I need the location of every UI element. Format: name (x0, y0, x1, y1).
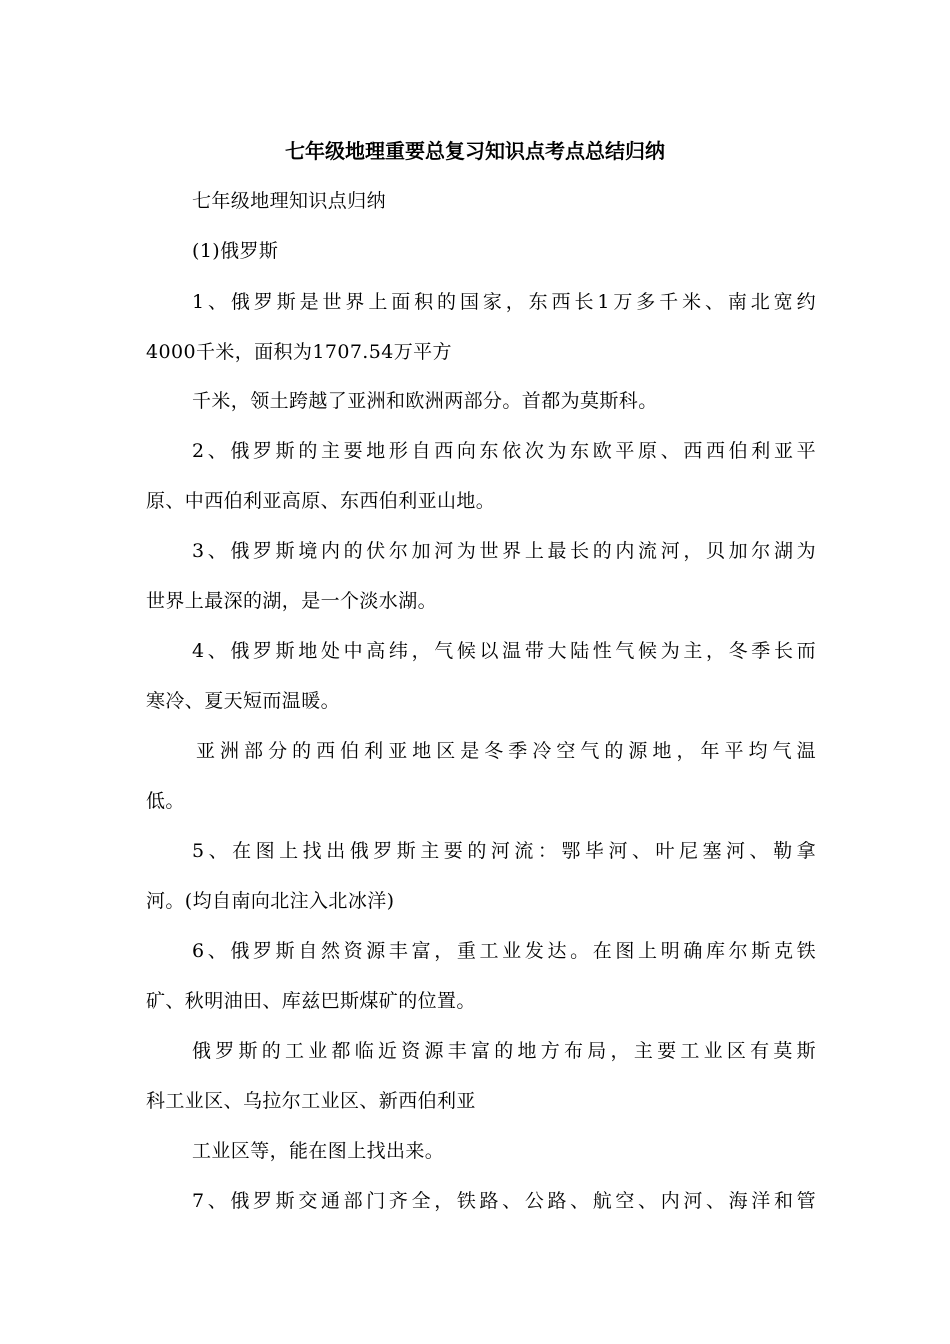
paragraph-line: 6、俄罗斯自然资源丰富，重工业发达。在图上明确库尔斯克铁 (192, 940, 816, 962)
paragraph-line: 1、俄罗斯是世界上面积的国家，东西长1万多千米、南北宽约 (192, 291, 816, 313)
paragraph-line: 寒冷、夏天短而温暖。 (146, 690, 341, 712)
paragraph-line: 7、俄罗斯交通部门齐全，铁路、公路、航空、内河、海洋和管 (192, 1190, 816, 1212)
paragraph-line: 世界上最深的湖，是一个淡水湖。 (146, 590, 438, 612)
subtitle-line: 七年级地理知识点归纳 (192, 190, 387, 212)
paragraph-line: 河。(均自南向北注入北冰洋) (146, 890, 395, 912)
paragraph-line: 2、俄罗斯的主要地形自西向东依次为东欧平原、西西伯利亚平 (192, 440, 816, 462)
paragraph-line: 4000千米，面积为1707.54万平方 (146, 341, 452, 363)
paragraph-line: 亚洲部分的西伯利亚地区是冬季冷空气的源地，年平均气温 (196, 740, 816, 762)
paragraph-line: 3、俄罗斯境内的伏尔加河为世界上最长的内流河，贝加尔湖为 (192, 540, 816, 562)
paragraph-line: 工业区等，能在图上找出来。 (192, 1140, 445, 1162)
paragraph-line: 5、在图上找出俄罗斯主要的河流：鄂毕河、叶尼塞河、勒拿 (192, 840, 816, 862)
paragraph-line: 千米，领土跨越了亚洲和欧洲两部分。首都为莫斯科。 (192, 390, 658, 412)
paragraph-line: 科工业区、乌拉尔工业区、新西伯利亚 (146, 1090, 476, 1112)
section-heading-russia: (1)俄罗斯 (192, 240, 279, 262)
paragraph-line: 低。 (146, 790, 185, 812)
paragraph-line: 矿、秋明油田、库兹巴斯煤矿的位置。 (146, 990, 476, 1012)
document-title: 七年级地理重要总复习知识点考点总结归纳 (285, 139, 665, 163)
paragraph-line: 俄罗斯的工业都临近资源丰富的地方布局，主要工业区有莫斯 (192, 1040, 816, 1062)
paragraph-line: 原、中西伯利亚高原、东西伯利亚山地。 (146, 490, 496, 512)
paragraph-line: 4、俄罗斯地处中高纬，气候以温带大陆性气候为主，冬季长而 (192, 640, 816, 662)
